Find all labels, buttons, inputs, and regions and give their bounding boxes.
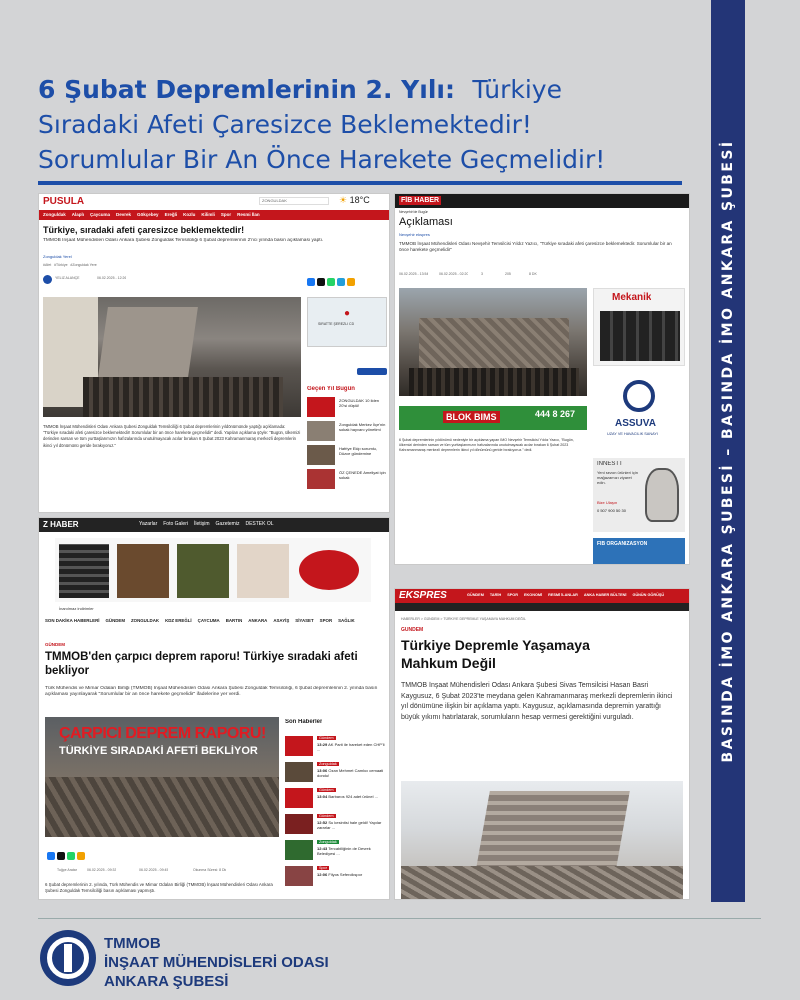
news-thumb [285, 788, 313, 808]
side-thumb[interactable] [307, 397, 335, 417]
news-time: 12:43 [317, 846, 328, 851]
vertical-banner-text: BASINDA İMO ANKARA ŞUBESİ – BASINDA İMO ANKARA ŞUBESİ [720, 139, 736, 763]
news-thumb [285, 736, 313, 756]
news-text [317, 794, 385, 808]
rubble-shape [45, 777, 279, 837]
news-text [317, 846, 385, 860]
product-image [117, 544, 169, 598]
crowd-shape [409, 368, 579, 396]
shopping-ad-strip[interactable] [55, 538, 371, 602]
news-item[interactable] [283, 736, 387, 762]
fibhaber-screenshot [394, 193, 690, 565]
news-text [317, 768, 385, 782]
imo-logo [40, 930, 96, 986]
nav-item[interactable]: Spor [220, 212, 232, 217]
son-haberler-head: Son Haberler [285, 719, 323, 725]
news-thumb [285, 762, 313, 782]
ekspres-logo: EKSPRES [399, 590, 447, 601]
map-place: SIRATTE ŞEREZLİ CD [318, 322, 355, 326]
pusula-weather: 18°C [349, 195, 370, 205]
map-button[interactable] [357, 368, 387, 375]
mekanik-ad[interactable] [593, 288, 685, 366]
news-time: 12:52 [317, 820, 328, 825]
nav-item[interactable]: EKONOMİ [523, 593, 543, 597]
news-tag: Zonguldak [319, 840, 337, 844]
innestt-phone: 0 507 900 50 30 [597, 508, 626, 513]
assuva-name: ASSUVA [615, 418, 656, 429]
rubble-shape [419, 318, 569, 368]
mekanik-logo: Mekanik [612, 292, 652, 303]
pusula-screenshot [38, 193, 390, 513]
ticker-item[interactable]: ASAYİŞ [273, 618, 290, 623]
ekspres-screenshot [394, 588, 690, 900]
news-text [317, 820, 385, 834]
news-title: Tercabiliğinin de Devrek Belediyesi ... [317, 846, 371, 856]
news-thumb [285, 840, 313, 860]
nav-item[interactable]: RESMİ İLANLAR [548, 593, 578, 597]
nav-item[interactable]: Zonguldak [43, 212, 66, 217]
tyre-icon [600, 311, 680, 361]
ekspres-breadcrumb[interactable]: HABERLER > GÜNDEM > TÜRKİYE DEPREMLE YAŞAMAYA MAHKUM DEĞİL [401, 617, 526, 621]
ekspres-title-2: Mahkum Değil [401, 655, 496, 671]
fib-tag[interactable]: Nevşehir ekspres [399, 232, 430, 237]
pusula-title: Türkiye, sıradaki afeti çaresizce beklemektedir! [43, 225, 245, 235]
news-item[interactable] [283, 814, 387, 840]
zhaber-section: GÜNDEM [45, 642, 65, 647]
assuva-logo-icon [623, 380, 655, 412]
whatsapp-icon[interactable] [327, 278, 335, 286]
nav-item[interactable]: Gökçebey [137, 212, 159, 217]
vertical-banner [711, 0, 745, 902]
innestt-contact: Bize Ulaşın [597, 500, 618, 505]
x-icon[interactable] [57, 852, 65, 860]
zhaber-photo-line1: ÇARPICI DEPREM RAPORU! [59, 725, 266, 742]
map-widget[interactable] [307, 297, 387, 347]
news-time: 13:04 [317, 794, 328, 799]
blokbims-brand: BLOK BIMS [443, 411, 500, 423]
shop-label: İnanılmaz indirimler [59, 606, 94, 611]
pusula-nav [39, 210, 389, 220]
zhaber-read: Okunma Süresi: 8 Dk [193, 868, 227, 872]
weather-widget [339, 195, 370, 206]
pusula-search[interactable]: ZONGULDAK [259, 197, 329, 205]
ticker-item[interactable]: SAĞLIK [338, 618, 355, 623]
pusula-tags-row: #Afet #Türkiye #Zonguldak Yerel [43, 263, 98, 267]
ticker-item[interactable]: GÜNDEM [105, 618, 125, 623]
page-headline [38, 72, 688, 177]
fib-body: 6 Şubat depremlerinin yıldönümü nedeniyle bir açıklama yapan İMO Nevşehir Temsilcisi Yıldız Yazıcı, "Bugün, ülkemizi derinden sarsan ve tüm yurttaşlarımızın hafızalarında unutulmayacak acılar bırakan 6 Şubat 2023 Kahramanmaraş merkezli depremlerin ikinci yıl dönümünü geride bırakıyoruz." dedi. [399, 438, 574, 452]
news-time: 12:06 [317, 872, 328, 877]
news-title: Barbaros 924 adet ürünel ... [328, 794, 378, 799]
pusula-side-head: Geçen Yıl Bugün [307, 386, 355, 392]
nav-item[interactable]: DESTEK OL [245, 521, 274, 527]
product-image [177, 544, 229, 598]
nav-item[interactable]: İletişim [193, 521, 210, 527]
nav-item[interactable]: Devrek [116, 212, 132, 217]
footer-divider [38, 918, 761, 919]
nav-item[interactable]: Çaycuma [90, 212, 111, 217]
nav-item[interactable]: GÜNÜN GÖRÜŞÜ [632, 593, 665, 597]
assuva-ad[interactable] [593, 374, 685, 452]
whatsapp-icon[interactable] [67, 852, 75, 860]
facebook-icon[interactable] [47, 852, 55, 860]
pusula-tag[interactable]: Zonguldak Yerel [43, 254, 72, 259]
fib-logo: FİB HABER [401, 197, 440, 204]
pusula-lead: TMMOB İnşaat Mühendisleri Odası Ankara Şubesi Zonguldak Temsilciliği 6 Şubat depremlerinin 2'nci yılında basın açıklaması yaptı. [43, 238, 324, 243]
ticker-item[interactable]: SON DAKİKA HABERLERİ [45, 618, 100, 623]
pusula-author: YELİZ ALANÇE [55, 276, 80, 280]
x-icon[interactable] [317, 278, 325, 286]
news-title: Filyos Sefercikspor [328, 872, 363, 877]
zhaber-title: TMMOB'den çarpıcı deprem raporu! Türkiye sıradaki afeti bekliyor [45, 651, 358, 677]
news-thumb [285, 814, 313, 834]
innestt-logo: INNESTT [597, 461, 623, 467]
ekspres-photo [401, 781, 683, 899]
sun-icon: ☀ [339, 195, 348, 205]
news-text [317, 742, 385, 756]
news-item[interactable] [283, 788, 387, 814]
ticker-item[interactable]: ZONGULDAK [131, 618, 160, 623]
ticker-item[interactable]: BARTIN [225, 618, 243, 623]
nav-item[interactable]: Ereğli [164, 212, 178, 217]
nav-item[interactable]: Kozlu [183, 212, 196, 217]
share-icon[interactable] [347, 278, 355, 286]
telegram-icon[interactable] [337, 278, 345, 286]
zhaber-photo-line2: TÜRKİYE SIRADAKİ AFETİ BEKLİYOR [59, 745, 258, 757]
news-title: Su kesintisi hale geldi! Yapılar zararlar ... [317, 820, 382, 830]
fib-photo [399, 288, 587, 396]
facebook-icon[interactable] [307, 278, 315, 286]
zhaber-logo: Z HABER [43, 520, 79, 529]
rubble-shape [401, 866, 683, 899]
zhaber-photo [45, 717, 279, 837]
news-item[interactable] [283, 840, 387, 866]
news-time: 13:06 [317, 768, 328, 773]
nav-item[interactable]: TARİH [489, 593, 502, 597]
zhaber-screenshot [38, 517, 390, 900]
fib-org-label: FİB ORGANİZASYON [597, 541, 648, 547]
fib-stat: 06.02.2025 - 02:20 [439, 272, 469, 276]
footer-line2: İNŞAAT MÜHENDİSLERİ ODASI [104, 954, 329, 971]
ekspres-nav [467, 593, 689, 597]
assuva-sub: UZAY VE HAVACILIK SANAYİ [607, 432, 658, 436]
footer-line1: TMMOB [104, 935, 161, 952]
nav-item[interactable]: Yazarlar [139, 521, 158, 527]
side-news[interactable]: Hafriye Ekip sorumlu, Düzce gündemine [339, 446, 378, 456]
zhaber-body: 6 Şubat depremlerinin 2. yılında, Türk Mühendis ve Mimar Odaları Birliği (TMMOB) İnşaat Mühendisleri Odası Ankara Şubesi Zonguldak Temsilciliği basın açıklaması yapmıştı. [45, 882, 273, 893]
ekspres-body: TMMOB İnşaat Mühendisleri Odası Ankara Şubesi Sivas Temsilcisi Hasan Basri Kaygusuz, 6 Şubat 2023'te meydana gelen Kahramanmaraş merkezli depremlerin ikinci yıl dönümüne ilişkin bir açıklama yaptı. Kaygusuz, açıklamasında depremin yarattığı büyük yıkımı hatırlatarak, sorumluların hesap vermesi gerektiğini vurguladı. [401, 682, 673, 721]
zhaber-byline: Tuğçe Aratar [57, 868, 77, 872]
headline-bold: 6 Şubat Depremlerinin 2. Yılı: [38, 75, 455, 104]
news-tag: Gündem [319, 814, 334, 818]
ekspres-title-1: Türkiye Depremle Yaşamaya [401, 637, 590, 653]
news-list [283, 728, 387, 900]
news-thumb [285, 866, 313, 886]
innestt-text: Yeni sezon ürünleri için mağazamızı ziyaret edin. [597, 470, 638, 485]
hammock-chair-image [645, 468, 679, 522]
ticker-item[interactable]: ÇAYCUMA [197, 618, 220, 623]
product-image [237, 544, 289, 598]
ruin-shape [98, 307, 198, 377]
news-tag: Zonguldak [319, 762, 337, 766]
ticker-item[interactable]: SPOR [319, 618, 333, 623]
fib-stat: 205 [505, 272, 511, 276]
product-image [59, 544, 109, 598]
blokbims-ad[interactable] [399, 406, 587, 430]
add-icon[interactable] [77, 852, 85, 860]
fib-lead: TMMOB İnşaat Mühendisleri Odası Nevşehir Temsilcisi Yıldız Yazıcı, "Türkiye sıradaki afeti çaresizce beklemektedir. Sorumlular bir an önce harekete geçmelidir" [399, 241, 672, 252]
innestt-ad[interactable] [593, 458, 685, 532]
news-tag: Gündem [319, 788, 334, 792]
fib-title: Açıklaması [399, 216, 453, 228]
nav-item[interactable]: Foto Galeri [163, 521, 188, 527]
zhaber-nav [139, 521, 389, 527]
side-thumb[interactable] [307, 469, 335, 489]
zhaber-date2: 06.02.2025 - 09:45 [139, 868, 169, 872]
zhaber-date1: 06.02.2025 - 09:33 [87, 868, 117, 872]
headline-rest: Türkiye [472, 75, 562, 104]
news-item[interactable] [283, 866, 387, 892]
side-thumb[interactable] [307, 445, 335, 465]
news-tag: Spor [319, 866, 328, 870]
product-image [299, 550, 359, 590]
fib-org-ad[interactable] [593, 538, 685, 564]
news-text [317, 872, 385, 886]
headline-line2: Sıradaki Afeti Çaresizce Beklemektedir! [38, 110, 532, 139]
map-pin-icon: ● [344, 308, 351, 319]
side-news[interactable]: ZONGULDAK 10 ilden 20'si düştü! [339, 398, 380, 408]
nav-item[interactable]: Kilimli [201, 212, 215, 217]
news-item[interactable] [283, 762, 387, 788]
nav-item[interactable]: GÜNDEM [467, 593, 484, 597]
news-title: Ozan Mehmet Camlıcı cemaati dondu! [317, 768, 384, 778]
headline-rule [38, 181, 682, 185]
side-thumb[interactable] [307, 421, 335, 441]
nav-item[interactable]: Gazetemiz [215, 521, 240, 527]
pusula-logo: PUSULA [43, 196, 85, 207]
fib-stat: 3 [481, 272, 483, 276]
nav-item[interactable]: Alaplı [71, 212, 85, 217]
ekspres-subbar [395, 603, 690, 611]
pusula-body: TMMOB İnşaat Mühendisleri Odası Ankara Şubesi Zonguldak Temsilciliği 6 Şubat depremlerinin yıldönümünde yaptığı açıklamada: "Türkiye sıradaki afeti çaresizce beklemektedir! Sorumlular bir an önce harekete geçmelidir" dedi. Yapılan açıklama şöyle: "Bugün, ülkemizi derinden sarsan ve tüm yurttaşlarımızın hafızalarında unutulmayacak acılar bırakan 6 Şubat 2023 Kahramanmaraş merkezli depremlerin ikinci yıl dönümünü geride bırakıyoruz." [43, 424, 301, 448]
ticker-item[interactable]: SİYASET [295, 618, 314, 623]
side-news[interactable]: Zonguldak Merkez İlçe'nin sokak hayvanı yönetimi [339, 422, 386, 432]
nav-item[interactable]: ANKA HABER BÜLTENİ [583, 593, 627, 597]
nav-item[interactable]: SPOR [507, 593, 518, 597]
crowd-shape [83, 377, 283, 417]
zhaber-lead: Türk Mühendis ve Mimar Odaları Birliği (TMMOB) İnşaat Mühendisleri Odası Ankara Şubesi Zonguldak Temsilciliği, 6 Şubat depremlerinin 2. yılında basın açıklaması yayınlayarak "Sorumlular bir an önce harekete geçmelidir" ifadelerine yer verdi. [45, 686, 378, 698]
news-time: 13:29 [317, 742, 328, 747]
fib-stat: 06.02.2025 - 13:54 [399, 272, 429, 276]
imo-logo-bar [64, 944, 72, 972]
headline-line3: Sorumlular Bir An Önce Harekete Geçmelidir! [38, 145, 606, 174]
ticker-item[interactable]: KDZ EREĞLİ [165, 618, 192, 623]
nav-item[interactable]: Resmi İlan [237, 212, 260, 217]
ekspres-section: GÜNDEM [401, 627, 424, 633]
footer-line3: ANKARA ŞUBESİ [104, 973, 229, 990]
fib-stat: 8 DK [529, 272, 537, 276]
news-tag: Gündem [319, 736, 334, 740]
ticker-item[interactable]: ANKARA [248, 618, 268, 623]
earthquake-photo [43, 297, 301, 417]
pusula-date: 06.02.2025 - 12:26 [97, 276, 127, 280]
fib-breadcrumb[interactable]: Nevşehir'de Bugün [399, 210, 429, 214]
blokbims-phone: 444 8 267 [535, 409, 576, 419]
side-news[interactable]: ÖZ ÇENEDE Ameliyat için sokak [339, 470, 386, 480]
author-avatar [43, 275, 52, 284]
news-title: AK Parti ile hareket eden CHP'li ... [317, 742, 385, 752]
zhaber-ticker [39, 618, 389, 623]
